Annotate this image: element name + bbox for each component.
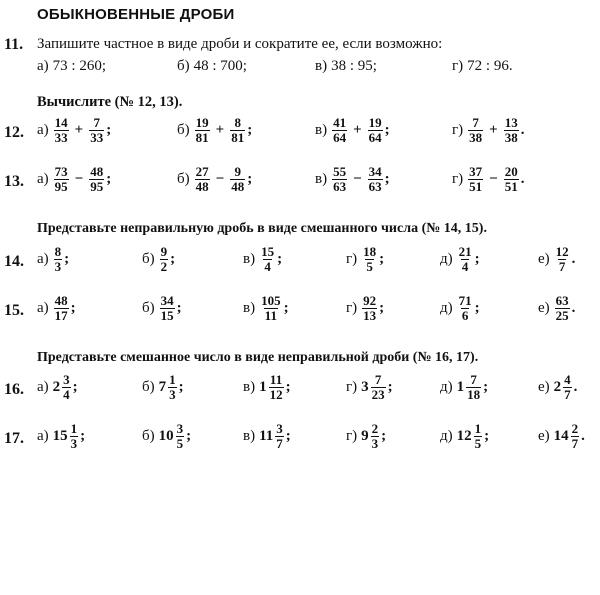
fraction: $\frac{19}{81}$ (195, 115, 209, 145)
item-14f: е) $\frac{12}{7}$ . (538, 244, 576, 274)
item-11a: а) 73 : 260; (37, 58, 106, 74)
fraction: $\frac{15}{4}$ (261, 244, 275, 274)
fraction: $\frac{48}{95}$ (90, 164, 104, 194)
fraction: $\frac{8}{81}$ (231, 115, 245, 145)
section-heading: Вычислите (№ 12, 13). (37, 94, 183, 110)
item-17f: е) 14 $\frac{2}{7}$ . (538, 421, 585, 451)
problem-12 (0, 116, 600, 150)
item-13a: а) $\frac{73}{95}$ − $\frac{48}{95}$ ; (37, 164, 112, 194)
fraction: $\frac{20}{51}$ (504, 164, 518, 194)
item-14b: б) $\frac{9}{2}$ ; (142, 244, 176, 274)
item-14a: а) $\frac{8}{3}$ ; (37, 244, 70, 274)
fraction: $\frac{2}{7}$ (571, 421, 579, 451)
item-15e: д) $\frac{71}{6}$ ; (440, 293, 480, 323)
fraction: $\frac{3}{7}$ (276, 421, 283, 451)
fraction: $\frac{63}{25}$ (555, 293, 569, 323)
item-16f: е) 2 $\frac{4}{7}$ . (538, 372, 578, 402)
fraction: $\frac{13}{38}$ (504, 115, 518, 145)
fraction: $\frac{12}{7}$ (555, 244, 569, 274)
fraction: $\frac{11}{12}$ (269, 372, 283, 402)
fraction: $\frac{37}{51}$ (469, 164, 483, 194)
fraction: $\frac{71}{6}$ (458, 293, 472, 323)
fraction: $\frac{14}{33}$ (54, 115, 68, 145)
problem-number: 15. (4, 302, 24, 319)
problem-number: 13. (4, 173, 24, 190)
fraction: $\frac{1}{3}$ (169, 372, 176, 402)
fraction: $\frac{105}{11}$ (261, 293, 281, 323)
fraction: $\frac{92}{13}$ (363, 293, 377, 323)
fraction: $\frac{3}{4}$ (63, 372, 70, 402)
fraction: $\frac{7}{18}$ (467, 372, 481, 402)
item-16a: а) 2 $\frac{3}{4}$ ; (37, 372, 78, 402)
item-12a: а) $\frac{14}{33}$ + $\frac{7}{33}$ ; (37, 115, 112, 145)
item-17e: д) 12 $\frac{1}{5}$ ; (440, 421, 490, 451)
fraction: $\frac{55}{63}$ (333, 164, 347, 194)
fraction: $\frac{41}{64}$ (333, 115, 347, 145)
item-16c: в) 1 $\frac{11}{12}$ ; (243, 372, 291, 402)
fraction: $\frac{9}{2}$ (160, 244, 168, 274)
item-15a: а) $\frac{48}{17}$ ; (37, 293, 76, 323)
item-14d: г) $\frac{18}{5}$ ; (346, 244, 385, 274)
section-heading: Представьте неправильную дробь в виде смешанного числа (№ 14, 15). (37, 221, 487, 236)
fraction: $\frac{27}{48}$ (195, 164, 209, 194)
fraction: $\frac{1}{5}$ (474, 421, 482, 451)
item-12b: б) $\frac{19}{81}$ + $\frac{8}{81}$ ; (177, 115, 253, 145)
item-12d: г) $\frac{7}{38}$ + $\frac{13}{38}$ . (452, 115, 525, 145)
fraction: $\frac{48}{17}$ (54, 293, 68, 323)
fraction: $\frac{4}{7}$ (564, 372, 571, 402)
item-17a: а) 15 $\frac{1}{3}$ ; (37, 421, 86, 451)
item-11d: г) 72 : 96. (452, 58, 513, 74)
item-13c: в) $\frac{55}{63}$ − $\frac{34}{63}$ ; (315, 164, 390, 194)
item-12c: в) $\frac{41}{64}$ + $\frac{19}{64}$ ; (315, 115, 390, 145)
problem-13 (0, 165, 600, 199)
fraction: $\frac{19}{64}$ (368, 115, 382, 145)
item-15f: е) $\frac{63}{25}$ . (538, 293, 576, 323)
item-13b: б) $\frac{27}{48}$ − $\frac{9}{48}$ ; (177, 164, 253, 194)
fraction: $\frac{7}{23}$ (371, 372, 385, 402)
page-title: ОБЫКНОВЕННЫЕ ДРОБИ (37, 6, 235, 23)
problem-11-items (0, 58, 600, 92)
fraction: $\frac{1}{3}$ (70, 421, 78, 451)
item-14e: д) $\frac{21}{4}$ ; (440, 244, 480, 274)
fraction: $\frac{8}{3}$ (54, 244, 62, 274)
problem-15 (0, 294, 600, 328)
item-15d: г) $\frac{92}{13}$ ; (346, 293, 385, 323)
item-17c: в) 11 $\frac{3}{7}$ ; (243, 421, 291, 451)
fraction: $\frac{2}{3}$ (371, 421, 379, 451)
fraction: $\frac{18}{5}$ (363, 244, 377, 274)
item-14c: в) $\frac{15}{4}$ ; (243, 244, 283, 274)
fraction: $\frac{7}{38}$ (469, 115, 483, 145)
fraction: $\frac{34}{15}$ (160, 293, 174, 323)
problem-14 (0, 245, 600, 279)
item-17d: г) 9 $\frac{2}{3}$ ; (346, 421, 387, 451)
problem-17 (0, 422, 600, 456)
section-heading: Представьте смешанное число в виде неправильной дроби (№ 16, 17). (37, 350, 479, 365)
item-11c: в) 38 : 95; (315, 58, 377, 74)
item-13d: г) $\frac{37}{51}$ − $\frac{20}{51}$ . (452, 164, 525, 194)
item-11b: б) 48 : 700; (177, 58, 247, 74)
fraction: $\frac{9}{48}$ (231, 164, 245, 194)
fraction: $\frac{34}{63}$ (368, 164, 382, 194)
item-16d: г) 3 $\frac{7}{23}$ ; (346, 372, 393, 402)
fraction: $\frac{21}{4}$ (458, 244, 472, 274)
problem-number: 17. (4, 430, 24, 447)
problem-11-text: Запишите частное в виде дроби и сократите ее, если возможно: (37, 36, 443, 52)
fraction: $\frac{3}{5}$ (176, 421, 184, 451)
item-15c: в) $\frac{105}{11}$ ; (243, 293, 289, 323)
item-17b: б) 10 $\frac{3}{5}$ ; (142, 421, 192, 451)
fraction: $\frac{7}{33}$ (90, 115, 104, 145)
fraction: $\frac{73}{95}$ (54, 164, 68, 194)
problem-number: 16. (4, 381, 24, 398)
problem-16 (0, 373, 600, 407)
item-16b: б) 7 $\frac{1}{3}$ ; (142, 372, 184, 402)
problem-number: 14. (4, 253, 24, 270)
problem-number: 11. (4, 36, 24, 53)
problem-number: 12. (4, 124, 24, 141)
item-16e: д) 1 $\frac{7}{18}$ ; (440, 372, 489, 402)
item-15b: б) $\frac{34}{15}$ ; (142, 293, 182, 323)
